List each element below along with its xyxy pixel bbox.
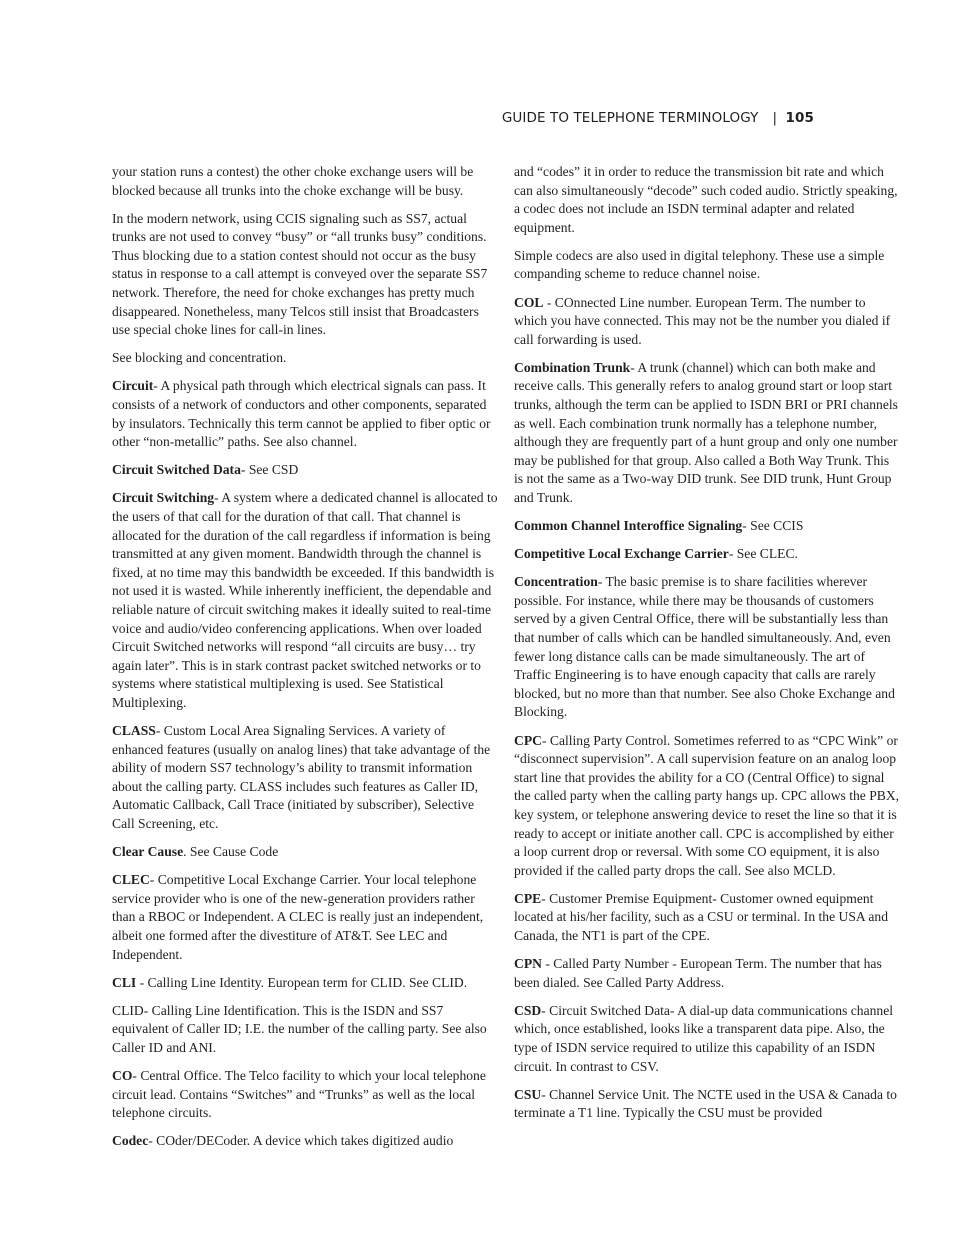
glossary-entry xyxy=(514,890,900,946)
glossary-entry xyxy=(112,843,498,862)
glossary-term: CPN xyxy=(514,956,542,972)
glossary-definition: - Customer Premise Equipment- Customer owned equipment located at his/her facility, such as a CSU or terminal. In the USA and Canada, the NT1 is part of the CPE. xyxy=(514,890,888,943)
glossary-definition: CLID- Calling Line Identification. This is the ISDN and SS7 equivalent of Caller ID; I.E. the number of the calling party. See also Caller ID and ANI. xyxy=(112,1002,487,1055)
glossary-entry xyxy=(514,545,900,564)
glossary-definition: - COder/DECoder. A device which takes digitized audio xyxy=(148,1133,454,1149)
glossary-definition: - See CLEC. xyxy=(728,546,798,562)
glossary-term: Competitive Local Exchange Carrier xyxy=(514,546,729,562)
glossary-entry xyxy=(514,163,900,237)
glossary-entry xyxy=(514,1002,900,1076)
glossary-term: CLASS xyxy=(112,723,156,739)
glossary-entry xyxy=(112,489,498,712)
glossary-term: CO xyxy=(112,1068,133,1084)
glossary-definition: See blocking and concentration. xyxy=(112,350,287,366)
glossary-term: Circuit Switching xyxy=(112,490,215,506)
glossary-entry xyxy=(112,163,498,200)
glossary-entry xyxy=(112,461,498,480)
glossary-definition: - Calling Party Control. Sometimes referred to as “CPC Wink” or “disconnect supervision”. A call supervision feature on an analog loop start line that provides the ability for a CO (Central Office) to signal the called party when the calling party hangs up. CPC allows the PBX, key system, or telephone answering device to reset the line so that it is ready to accept or initiate another call. CPC is accomplished by either a loop current drop or reversal. With some CO equipment, it is also provided if the called party drops the call. See also MCLD. xyxy=(514,732,900,878)
glossary-definition: your station runs a contest) the other choke exchange users will be blocked because all trunks into the choke exchange will be busy. xyxy=(112,164,474,198)
glossary-entry xyxy=(514,247,900,284)
glossary-entry xyxy=(112,1132,498,1151)
glossary-definition: - Calling Line Identity. European term for CLID. See CLID. xyxy=(136,974,468,990)
running-title: GUIDE TO TELEPHONE TERMINOLOGY xyxy=(501,110,759,126)
glossary-entry xyxy=(514,955,900,992)
glossary-term: CPC xyxy=(514,732,542,748)
glossary-definition: In the modern network, using CCIS signaling such as SS7, actual trunks are not used to convey “busy” or “all trunks busy” conditions. Thus blocking due to a station contest should not occur as the busy status in response to a call attempt is conveyed over the separate SS7 network. Therefore, the need for choke exchanges has pretty much disappeared. Nonetheless, many Telcos still insist that Broadcasters use special choke lines for call-in lines. xyxy=(112,210,488,338)
glossary-term: Circuit Switched Data xyxy=(112,462,241,478)
glossary-definition: and “codes” it in order to reduce the transmission bit rate and which can also simultaneously “decode” such coded audio. Strictly speaking, a codec does not include an ISDN terminal adapter and related equipment. xyxy=(514,164,898,235)
glossary-entry xyxy=(514,359,900,508)
glossary-term: Combination Trunk xyxy=(514,359,631,375)
glossary-definition: - The basic premise is to share facilities wherever possible. For instance, while there may be thousands of customers served by a given Central Office, there will be substantially less than that number of calls which can be handled simultaneously. And, even fewer long distance calls can be made simultaneously. The art of Traffic Engineering is to have enough capacity that calls are rarely blocked, but no more than that number. See also Choke Exchange and Blocking. xyxy=(514,574,895,720)
glossary-definition: - Central Office. The Telco facility to which your local telephone circuit lead. Contains “Switches” and “Trunks” as well as the local telephone circuits. xyxy=(112,1068,486,1121)
glossary-term: Circuit xyxy=(112,378,154,394)
glossary-term: CPE xyxy=(514,890,542,906)
glossary-term: CLEC xyxy=(112,872,150,888)
glossary-term: COL xyxy=(514,294,544,310)
header-separator: | xyxy=(772,110,778,126)
glossary-definition: Simple codecs are also used in digital telephony. These use a simple companding scheme to reduce channel noise. xyxy=(514,247,885,282)
glossary-definition: - Called Party Number - European Term. The number that has been dialed. See Called Party Address. xyxy=(514,956,882,990)
glossary-definition: . See Cause Code xyxy=(183,844,279,860)
glossary-definition: - Circuit Switched Data- A dial-up data communications channel which, once established, looks like a transparent data pipe. Also, the type of ISDN service required to utilize this capability of an ISDN circuit. In contrast to CSV. xyxy=(514,1002,894,1074)
right-column xyxy=(514,163,900,1132)
glossary-definition: - Custom Local Area Signaling Services. A variety of enhanced features (usually on analog lines) that take advantage of the ability of modern SS7 technology’s ability to transmit information about the calling party. CLASS includes such features as Caller ID, Automatic Callback, Call Trace (initiated by subscriber), Selective Call Screening, etc. xyxy=(112,723,491,831)
glossary-entry xyxy=(514,732,900,881)
glossary-entry xyxy=(112,210,498,340)
glossary-term: Concentration xyxy=(514,574,598,590)
glossary-entry xyxy=(112,1002,498,1058)
glossary-entry xyxy=(514,573,900,722)
glossary-entry xyxy=(112,871,498,964)
glossary-entry xyxy=(112,1067,498,1123)
glossary-entry xyxy=(112,722,498,834)
glossary-term: Codec xyxy=(112,1133,149,1149)
glossary-definition: - A system where a dedicated channel is allocated to the users of that call for the duration of that call. That channel is allocated for the duration of the call regardless if information is being transmitted at any given moment. Bandwidth through the channel is fixed, at no time may this bandwidth be exceeded. If this bandwidth is not used it is wasted. While inherently inefficient, the dependable and reliable nature of circuit switching makes it ideally suited to real-time voice and audio/video conferencing applications. When over loaded Circuit Switched networks will respond “all circuits are busy… try again later”. This is in stark contrast packet switched networks or to systems where statistical multiplexing is used. See Statistical Multiplexing. xyxy=(112,490,498,710)
glossary-definition: - A physical path through which electrical signals can pass. It consists of a network of conductors and other components, separated by insulators. Technically this term cannot be applied to fiber optic or other “non-metallic” paths. See also channel. xyxy=(112,378,491,450)
left-column xyxy=(112,163,498,1160)
glossary-entry xyxy=(514,294,900,350)
glossary-definition: - A trunk (channel) which can both make and receive calls. This generally refers to analog ground start or loop start trunks, although the term can be applied to ISDN BRI or PRI channels as well. Each combination trunk normally has a telephone number, although they are frequently part of a hunt group and only one number may be published for that group. Also called a Both Way Trunk. This is not the same as a Two-way DID trunk. See DID trunk, Hunt Group and Trunk. xyxy=(514,359,898,505)
glossary-definition: - See CSD xyxy=(240,462,299,478)
glossary-term: CSU xyxy=(514,1086,542,1102)
glossary-entry xyxy=(112,974,498,993)
running-header xyxy=(502,110,814,126)
page-number: 105 xyxy=(785,110,814,126)
glossary-term: CLI xyxy=(112,974,137,990)
glossary-entry xyxy=(514,517,900,536)
glossary-definition: - Competitive Local Exchange Carrier. Your local telephone service provider who is one of the new-generation providers rather than a RBOC or Independent. A CLEC is really just an independent, albeit one formed after the divestiture of AT&T. See LEC and Independent. xyxy=(112,872,484,962)
glossary-entry xyxy=(514,1086,900,1123)
glossary-definition: - COnnected Line number. European Term. The number to which you have connected. This may not be the number you dialed if call forwarding is used. xyxy=(514,294,891,347)
glossary-term: Clear Cause xyxy=(112,844,184,860)
glossary-definition: - See CCIS xyxy=(742,518,804,534)
glossary-entry xyxy=(112,349,498,368)
glossary-term: CSD xyxy=(514,1002,542,1018)
glossary-entry xyxy=(112,377,498,451)
glossary-definition: - Channel Service Unit. The NCTE used in the USA & Canada to terminate a T1 line. Typically the CSU must be provided xyxy=(514,1086,897,1121)
glossary-term: Common Channel Interoffice Signaling xyxy=(514,518,743,534)
